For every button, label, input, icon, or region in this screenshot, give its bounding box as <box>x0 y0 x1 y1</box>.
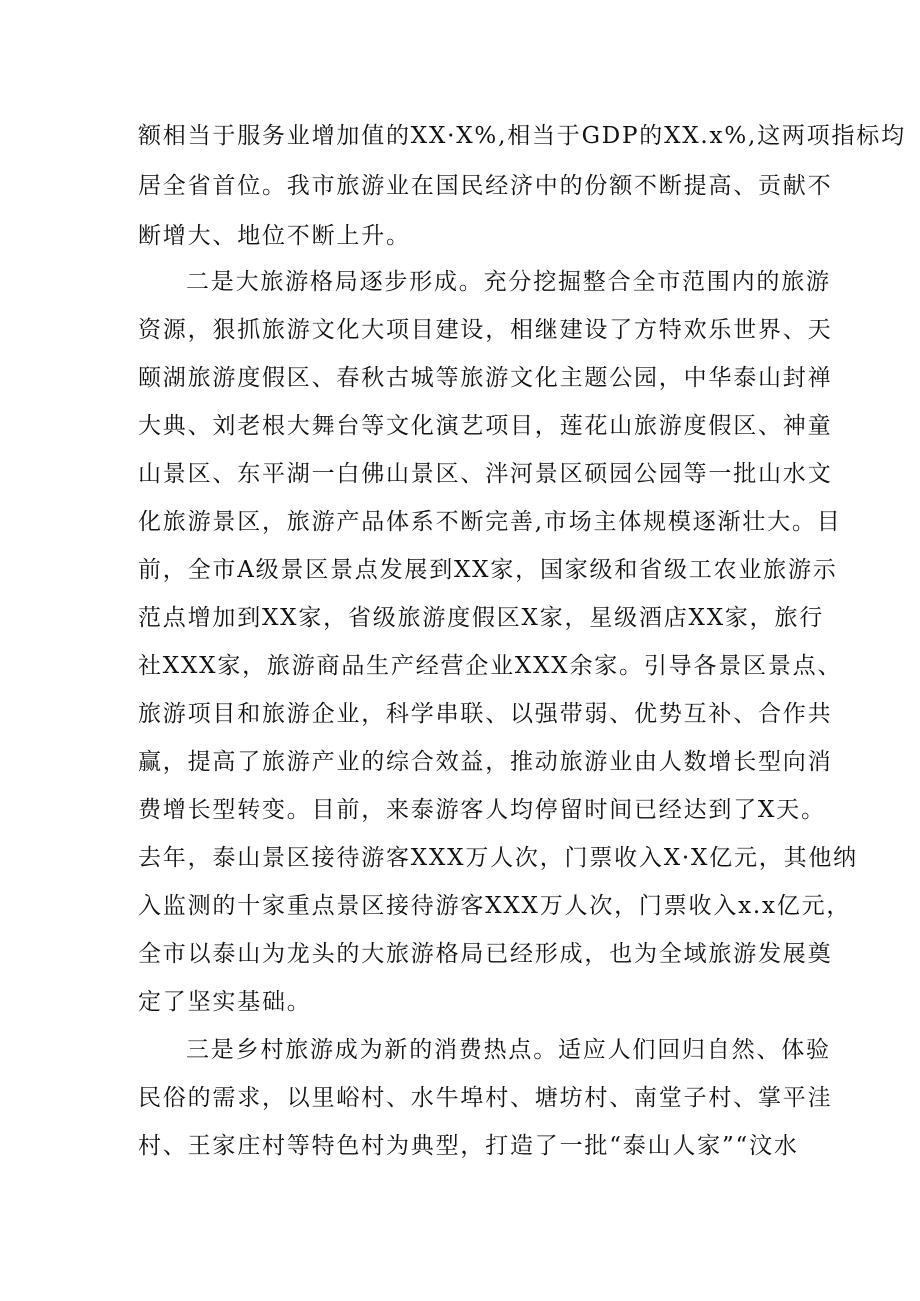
text-line: 颐湖旅游度假区、春秋古城等旅游文化主题公园，中华泰山封禅 <box>138 365 833 391</box>
text-line: 村、王家庄村等特色村为典型，打造了一批“泰山人家”“汶水 <box>138 1133 799 1159</box>
text-line: 入监测的十家重点景区接待游客XXX万人次，门票收入x.x亿元， <box>138 893 852 919</box>
text-line: 民俗的需求，以里峪村、水牛埠村、塘坊村、南堂子村、掌平洼 <box>138 1085 833 1111</box>
text-line: 大典、刘老根大舞台等文化演艺项目，莲花山旅游度假区、神童 <box>138 413 833 439</box>
text-line: 额相当于服务业增加值的XX·X%,相当于GDP的XX.x%,这两项指标均 <box>138 123 906 149</box>
text-line: 赢，提高了旅游产业的综合效益，推动旅游业由人数增长型向消 <box>138 749 833 775</box>
text-line: 山景区、东平湖一白佛山景区、泮河景区硕园公园等一批山水文 <box>138 461 833 487</box>
text-line: 资源，狠抓旅游文化大项目建设，相继建设了方特欢乐世界、天 <box>138 317 833 343</box>
text-line: 旅游项目和旅游企业，科学串联、以强带弱、优势互补、合作共 <box>138 701 833 727</box>
paragraph-heading-line: 三是乡村旅游成为新的消费热点。适应人们回归自然、体验 <box>186 1037 831 1063</box>
text-line: 前，全市A级景区景点发展到XX家，国家级和省级工农业旅游示 <box>138 557 838 583</box>
text-line: 断增大、地位不断上升。 <box>138 223 411 249</box>
text-line: 费增长型转变。目前，来泰游客人均停留时间已经达到了X天。 <box>138 797 826 823</box>
text-line: 全市以泰山为龙头的大旅游格局已经形成，也为全域旅游发展奠 <box>138 941 833 967</box>
text-line: 社XXX家，旅游商品生产经营企业XXX余家。引导各景区景点、 <box>138 653 843 679</box>
text-line: 定了坚实基础。 <box>138 989 312 1015</box>
text-line: 范点增加到XX家，省级旅游度假区X家，星级酒店XX家，旅行 <box>138 605 825 631</box>
text-line: 去年，泰山景区接待游客XXX万人次，门票收入X·X亿元，其他纳 <box>138 845 858 871</box>
text-line: 化旅游景区，旅游产品体系不断完善,市场主体规模逐渐壮大。目 <box>138 509 842 535</box>
paragraph-heading-line: 二是大旅游格局逐步形成。充分挖掘整合全市范围内的旅游 <box>186 269 831 295</box>
text-line: 居全省首位。我市旅游业在国民经济中的份额不断提高、贡献不 <box>138 173 833 199</box>
